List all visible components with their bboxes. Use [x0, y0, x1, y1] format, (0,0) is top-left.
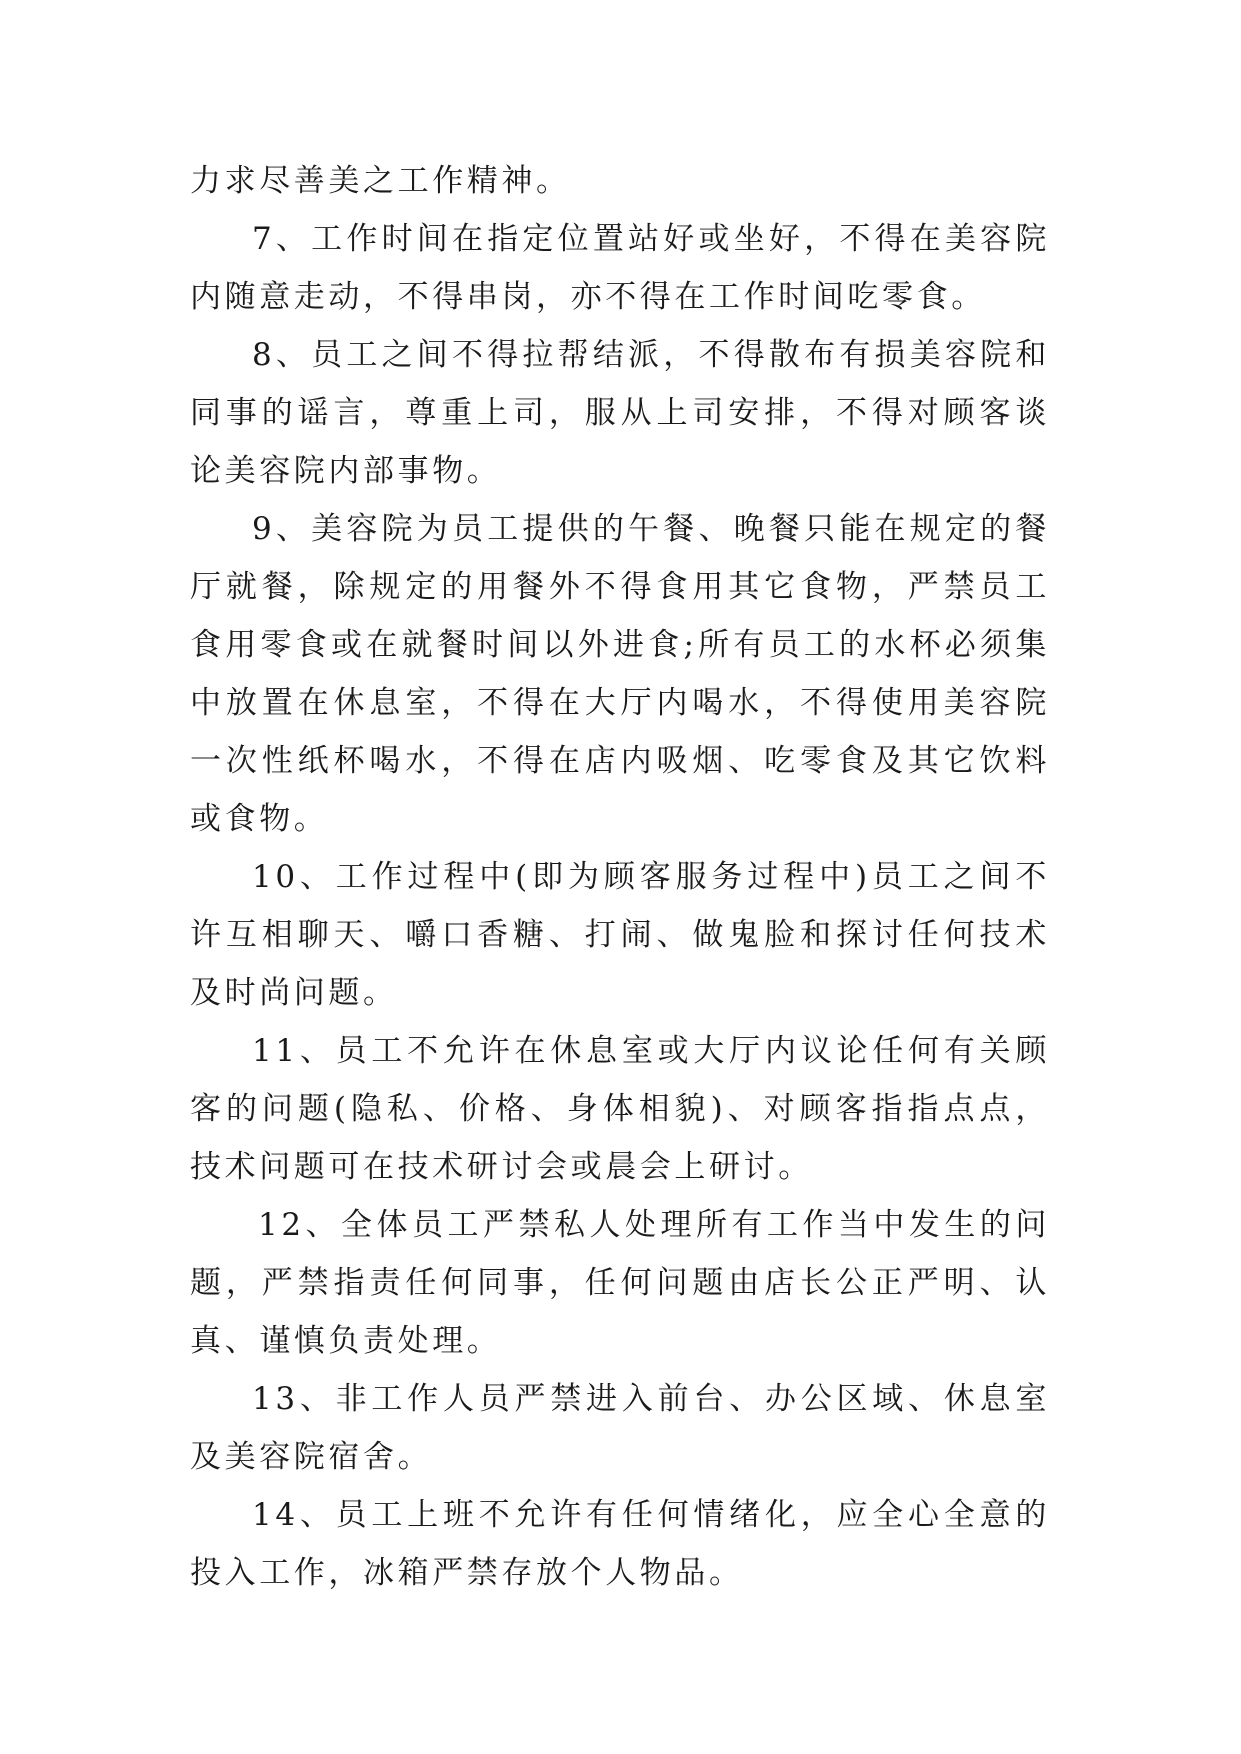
paragraph-continuation: 力求尽善美之工作精神。 [190, 163, 571, 199]
paragraph-rule-11: 11、员工不允许在休息室或大厅内议论任何有关顾客的问题(隐私、价格、身体相貌)、对顾客指指点点，技术问题可在技术研讨会或晨会上研讨。 [190, 1033, 1050, 1185]
paragraph-rule-8: 8、员工之间不得拉帮结派，不得散布有损美容院和同事的谣言，尊重上司，服从上司安排，不得对顾客谈论美容院内部事物。 [190, 337, 1050, 489]
paragraph-rule-7: 7、工作时间在指定位置站好或坐好，不得在美容院内随意走动，不得串岗，亦不得在工作时间吃零食。 [190, 221, 1050, 315]
paragraph-rule-10: 10、工作过程中(即为顾客服务过程中)员工之间不许互相聊天、嚼口香糖、打闹、做鬼脸和探讨任何技术及时尚问题。 [190, 859, 1050, 1011]
paragraph-rule-13: 13、非工作人员严禁进入前台、办公区域、休息室及美容院宿舍。 [190, 1381, 1050, 1475]
paragraph-rule-9: 9、美容院为员工提供的午餐、晚餐只能在规定的餐厅就餐，除规定的用餐外不得食用其它食物，严禁员工食用零食或在就餐时间以外进食;所有员工的水杯必须集中放置在休息室，不得在大厅内喝水，不得使用美容院一次性纸杯喝水，不得在店内吸烟、吃零食及其它饮料或食物。 [190, 511, 1050, 837]
paragraph-rule-12: 12、全体员工严禁私人处理所有工作当中发生的问题，严禁指责任何同事，任何问题由店长公正严明、认真、谨慎负责处理。 [190, 1207, 1050, 1359]
paragraph-rule-14: 14、员工上班不允许有任何情绪化，应全心全意的投入工作，冰箱严禁存放个人物品。 [190, 1497, 1050, 1591]
document-body [190, 152, 1050, 1602]
